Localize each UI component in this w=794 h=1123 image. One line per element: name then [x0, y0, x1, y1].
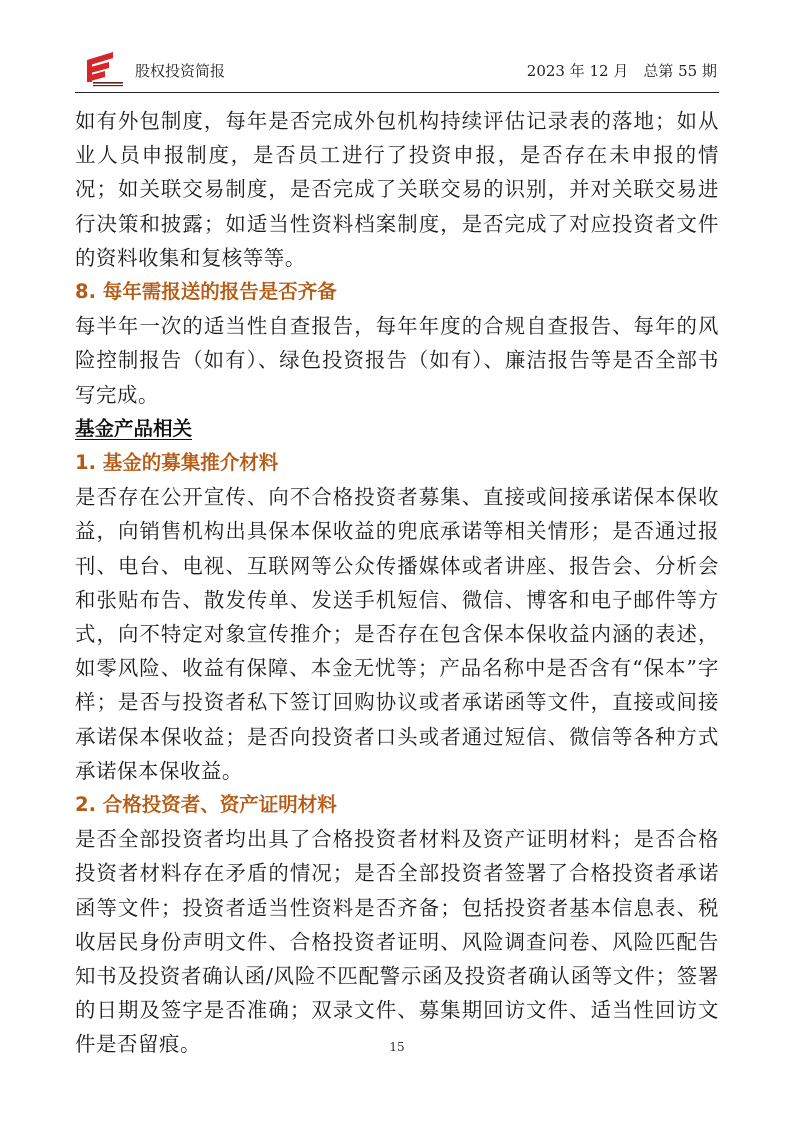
section-heading: 基金产品相关	[75, 416, 193, 440]
issue-info: 2023 年 12 月 总第 55 期	[526, 62, 717, 80]
numbered-heading: 1. 基金的募集推介材料	[75, 451, 279, 475]
numbered-heading: 2. 合格投资者、资产证明材料	[75, 793, 337, 817]
publication-name: 股权投资简报	[135, 62, 226, 80]
body-paragraph: 是否全部投资者均出具了合格投资者材料及资产证明材料；是否合格投资者材料存在矛盾的情况；是否全部投资者签署了合格投资者承诺函等文件；投资者适当性资料是否齐备；包括投资者基本信息表、税收居民身份声明文件、合格投资者证明、风险调查问卷、风险匹配告知书及投资者确认函/风险不匹配警示函及投资者确认函等文件；签署的日期及签字是否准确；双录文件、募集期回访文件、适当性回访文件是否留痕。	[75, 827, 719, 1057]
numbered-heading: 8. 每年需报送的报告是否齐备	[75, 280, 337, 304]
page-header	[75, 44, 719, 93]
page-number: 15	[389, 1040, 405, 1054]
body-paragraph: 如有外包制度，每年是否完成外包机构持续评估记录表的落地；如从业人员申报制度，是否员工进行了投资申报，是否存在未申报的情况；如关联交易制度，是否完成了关联交易的识别，并对关联交易进行决策和披露；如适当性资料档案制度，是否完成了对应投资者文件的资料收集和复核等等。	[75, 109, 719, 270]
article-body	[75, 104, 719, 1062]
body-paragraph: 每半年一次的适当性自查报告，每年年度的合规自查报告、每年的风险控制报告（如有）、绿色投资报告（如有）、廉洁报告等是否全部书写完成。	[75, 314, 719, 407]
body-paragraph: 是否存在公开宣传、向不合格投资者募集、直接或间接承诺保本保收益，向销售机构出具保本保收益的兜底承诺等相关情形；是否通过报刊、电台、电视、互联网等公众传播媒体或者讲座、报告会、分析会和张贴布告、散发传单、发送手机短信、微信、博客和电子邮件等方式，向不特定对象宣传推介；是否存在包含保本保收益内涵的表述，如零风险、收益有保障、本金无忧等；产品名称中是否含有“保本”字样；是否与投资者私下签订回购协议或者承诺函等文件，直接或间接承诺保本保收益；是否向投资者口头或者通过短信、微信等各种方式承诺保本保收益。	[75, 485, 719, 783]
association-logo-icon	[79, 48, 129, 88]
